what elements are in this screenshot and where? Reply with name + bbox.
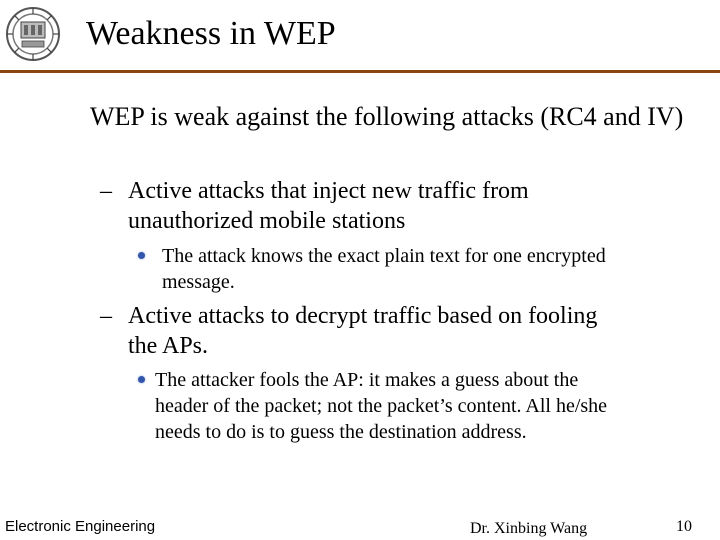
attack-detail-text: The attacker fools the AP: it makes a guess about the header of the packet; not the packet’s content. All he/she needs to do is to guess the destination address. — [155, 369, 608, 443]
dash-marker: – — [100, 178, 112, 204]
title-divider — [0, 70, 720, 73]
bullet-icon — [138, 376, 145, 383]
attack-detail-text: The attack knows the exact plain text for one encrypted message. — [162, 245, 606, 293]
bullet-icon — [138, 252, 145, 259]
footer-department: Electronic Engineering — [5, 518, 156, 535]
dash-marker: – — [100, 303, 112, 329]
main-point: WEP is weak against the following attacks (RC4 and IV) — [90, 102, 684, 131]
slide-title: Weakness in WEP — [86, 15, 336, 52]
university-seal-icon — [5, 6, 61, 62]
attack-text: Active attacks that inject new traffic from unauthorized mobile stations — [128, 178, 529, 234]
footer-author: Dr. Xinbing Wang — [470, 520, 588, 537]
page-number: 10 — [676, 518, 692, 535]
attack-text: Active attacks to decrypt traffic based on fooling the APs. — [128, 303, 598, 359]
